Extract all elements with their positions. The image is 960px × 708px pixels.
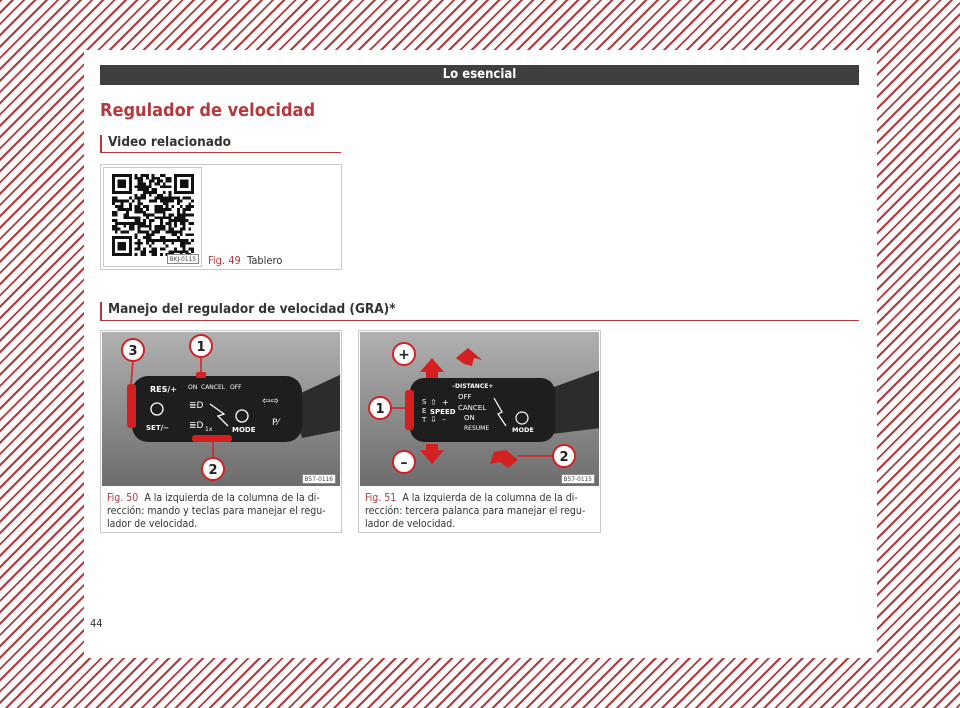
headlight-icon: ≣D [189, 401, 204, 411]
callout-2-label: 2 [208, 463, 218, 478]
figure-50-caption [107, 492, 335, 531]
chapter-header: Lo esencial [100, 65, 859, 85]
figure-51-label: Fig. 51 [365, 492, 397, 504]
lever-illustration-2 [360, 332, 599, 486]
label-1x: 1x [205, 426, 213, 433]
label-off: OFF [230, 384, 242, 391]
lane-assist-icon: ≣D [189, 421, 204, 431]
callout-2-label: 2 [559, 450, 569, 465]
callout-1-label: 1 [375, 402, 385, 417]
label-set: SET/− [146, 424, 170, 432]
figure-51 [358, 330, 601, 533]
lever-bottom-switch [192, 435, 232, 442]
label-on: ON [464, 414, 475, 422]
label-minus-small: – [442, 415, 446, 424]
label-on: ON [188, 384, 198, 391]
label-s: S [422, 398, 427, 406]
callout-3-label: 3 [128, 344, 138, 359]
qr-code-image[interactable] [112, 174, 194, 256]
qr-modules [112, 174, 194, 256]
label-mode: MODE [512, 426, 534, 434]
figure-49-caption [208, 254, 282, 267]
label-e: E [422, 407, 427, 415]
figure-51-caption [365, 492, 593, 531]
label-res: RES/+ [150, 385, 178, 394]
label-cancel: CANCEL [201, 384, 226, 391]
figure-50-photo [102, 332, 340, 486]
page-title: Regulador de velocidad [100, 100, 316, 121]
figure-50 [100, 330, 342, 533]
cruise-control-heading: Manejo del regulador de velocidad (GRA)* [100, 302, 859, 321]
arrow-up-small-icon: ⇧ [430, 398, 437, 407]
turn-signal-icon: ⇦⇨ [262, 396, 279, 407]
label-t: T [422, 416, 427, 424]
qr-figure [100, 164, 342, 270]
page [84, 50, 877, 658]
qr-code-id: BKJ-0115 [167, 254, 199, 264]
label-plus-small: + [442, 398, 449, 407]
figure-50-label: Fig. 50 [107, 492, 139, 504]
lever-end-button [405, 390, 414, 430]
figure-51-photo [360, 332, 599, 486]
figure-49-text: Tablero [247, 254, 283, 267]
figure-50-text: A la izquierda de la columna de la di-rección: mando y teclas para manejar el regu-lador de velocidad. [107, 492, 326, 530]
page-number: 44 [90, 617, 103, 630]
arrow-down-small-icon: ⇩ [430, 415, 437, 424]
figure-51-text: A la izquierda de la columna de la di-rección: tercera palanca para manejar el regu-lador de velocidad. [365, 492, 586, 530]
label-mode: MODE [232, 426, 256, 434]
figure-49-label: Fig. 49 [208, 254, 241, 267]
lever-illustration-1 [102, 332, 340, 486]
lever-top-switch [196, 372, 206, 378]
label-resume: RESUME [464, 425, 490, 432]
label-distance: –DISTANCE+ [452, 383, 494, 390]
qr-code-frame [103, 167, 202, 267]
figure-50-code: B57-0116 [302, 474, 336, 484]
label-off: OFF [458, 393, 472, 401]
plus-sign-label: + [398, 347, 410, 363]
callout-1-label: 1 [196, 340, 206, 355]
related-video-heading: Video relacionado [100, 135, 341, 153]
minus-sign-label: – [400, 455, 408, 471]
lever-end-button [127, 384, 136, 428]
figure-51-code: B57-0115 [561, 474, 595, 484]
label-speed: SPEED [430, 408, 456, 416]
wiper-icon: P⁄ [272, 418, 279, 428]
label-cancel: CANCEL [458, 404, 487, 412]
